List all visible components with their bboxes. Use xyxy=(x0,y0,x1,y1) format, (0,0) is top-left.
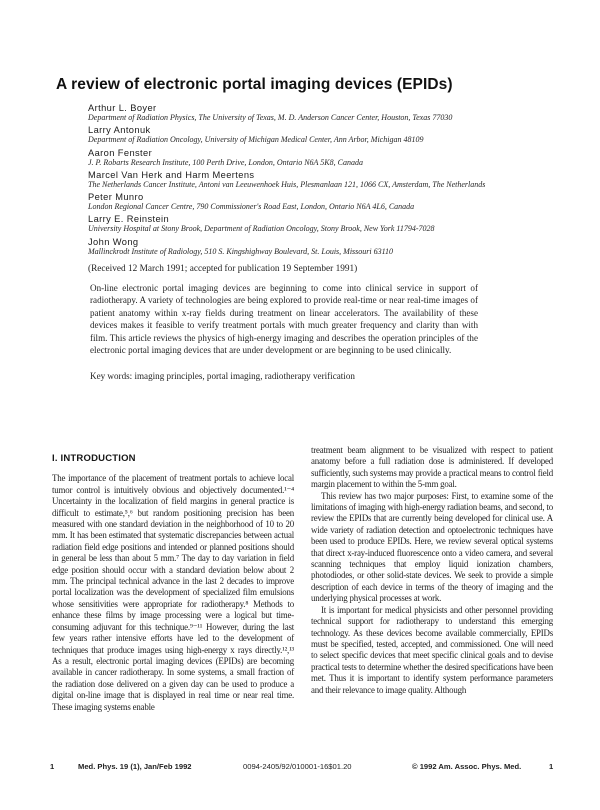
keywords-line: Key words: imaging principles, portal imaging, radiotherapy verification xyxy=(90,370,355,381)
footer-journal-citation: Med. Phys. 19 (1), Jan/Feb 1992 xyxy=(78,762,192,771)
section-heading-introduction: I. INTRODUCTION xyxy=(52,453,136,464)
left-column xyxy=(52,445,294,713)
author-entry xyxy=(88,192,548,211)
body-paragraph: This review has two major purposes: First, to examine some of the limitations of imaging with high-energy radiation beams, and second, to review the EPIDs that are currently being developed for clinical use. A wide variety of radiation detection and optoelectronic techniques have been used to produce EPIDs. Here, we review several optical systems that direct x-ray-induced fluorescence onto a video camera, and several scanning techniques that employ liquid ionization chambers, photodiodes, or other solid-state devices. We seek to provide a simple description of each device in terms of the theory of imaging and the underlying physical processes at work. xyxy=(311,490,553,604)
footer-copyright: © 1992 Am. Assoc. Phys. Med. xyxy=(412,762,522,771)
body-paragraph: It is important for medical physicists and other personnel providing technical support for radiotherapy to understand this emerging technology. As these devices become available commercially, EPIDs must be specified, tested, accepted, and commissioned. One will need to select specific devices that meet specific clinical goals and to devise practical tests to determine whether the desired specifications have been met. Thus it is important to identify system performance parameters and their relevance to image quality. Although xyxy=(311,604,553,695)
author-entry xyxy=(88,170,548,189)
page-footer xyxy=(0,762,600,776)
paper-header xyxy=(56,76,548,381)
author-entry xyxy=(88,125,548,144)
right-column xyxy=(311,445,553,713)
author-entry xyxy=(88,237,548,256)
received-line: (Received 12 March 1991; accepted for publication 19 September 1991) xyxy=(88,264,358,275)
author-affiliation: J. P. Robarts Research Institute, 100 Perth Drive, London, Ontario N6A 5K8, Canada xyxy=(88,157,363,167)
author-affiliation: University Hospital at Stony Brook, Department of Radiation Oncology, Stony Brook, New York 11794-7028 xyxy=(88,224,435,234)
body-paragraph: The importance of the placement of treatment portals to achieve local tumor control is intuitively obvious and objectively documented.¹⁻⁴ Uncertainty in the localization of field margins in general practice is difficult to estimate,⁵,⁶ but random positioning precision has been measured with one standard deviation in the neighborhood of 10 to 20 mm. It has been estimated that systematic discrepancies between actual radiation field edge positions and intended or planned positions should in general be less than about 5 mm.⁷ The day to day variation in field edge position should occur with a standard deviation below about 2 mm. The principal technical advance in the last 2 decades to improve portal localization was the development of specialized film emulsions whose sensitivities were appropriate for radiotherapy.⁸ Methods to enhance these films by image processing were a logical but time-consuming adjuvant for this technique.⁹⁻¹¹ However, during the last few years rather intensive efforts have led to the development of techniques that produce images using high-energy x rays directly.¹²,¹³ As a result, electronic portal imaging devices (EPIDs) are becoming available in cancer radiotherapy. In some systems, a small fraction of the radiation dose delivered on a given day can be used to produce a digital on-line image that is displayed in real time or near real time. These imaging systems enable xyxy=(52,473,294,712)
footer-issn-code: 0094-2405/92/010001-16$01.20 xyxy=(243,762,352,771)
author-name: Arthur L. Boyer xyxy=(88,103,157,113)
author-name: Larry E. Reinstein xyxy=(88,214,170,225)
body-columns xyxy=(52,445,553,713)
author-entry xyxy=(88,103,548,122)
author-affiliation: Mallinckrodt Institute of Radiology, 510 S. Kingshighway Boulevard, St. Louis, Missouri 63110 xyxy=(88,246,394,256)
author-affiliation: Department of Radiation Oncology, University of Michigan Medical Center, Ann Arbor, Michigan 48109 xyxy=(88,135,424,145)
author-name: Larry Antonuk xyxy=(88,125,151,136)
author-affiliation: London Regional Cancer Centre, 790 Commissioner's Road East, London, Ontario N6A 4L6, Canada xyxy=(88,202,415,212)
author-entry xyxy=(88,148,548,167)
author-affiliation: The Netherlands Cancer Institute, Antoni van Leeuwenhoek Huis, Plesmanlaan 121, 1066 CX, Amsterdam, The Netherlands xyxy=(88,179,486,189)
footer-page-number-right: 1 xyxy=(549,762,554,771)
footer-page-number-left: 1 xyxy=(50,762,55,771)
paper-title: A review of electronic portal imaging devices (EPIDs) xyxy=(56,76,453,93)
author-name: John Wong xyxy=(88,236,139,247)
author-affiliation: Department of Radiation Physics, The University of Texas, M. D. Anderson Cancer Center, Houston, Texas 77030 xyxy=(88,113,453,122)
author-entry xyxy=(88,214,548,233)
abstract-text: On-line electronic portal imaging devices are beginning to come into clinical service in support of radiotherapy. A variety of technologies are being explored to provide real-time or near real-time images of patient anatomy within x-ray fields during treatment on linear accelerators. The availability of these devices makes it feasible to verify treatment portals with much greater frequency and clarity than with film. This article reviews the physics of high-energy imaging and describes the operation principles of the electronic portal imaging devices that are under development or are beginning to be used clinically. xyxy=(90,283,478,356)
body-paragraph: treatment beam alignment to be visualized with respect to patient anatomy before a full radiation dose is administered. If developed sufficiently, such systems may provide a practical means to control field margin placement to within the 5-mm goal. xyxy=(311,445,553,490)
author-name: Peter Munro xyxy=(88,192,144,203)
author-name: Marcel Van Herk and Harm Meertens xyxy=(88,169,255,180)
author-name: Aaron Fenster xyxy=(88,147,153,158)
